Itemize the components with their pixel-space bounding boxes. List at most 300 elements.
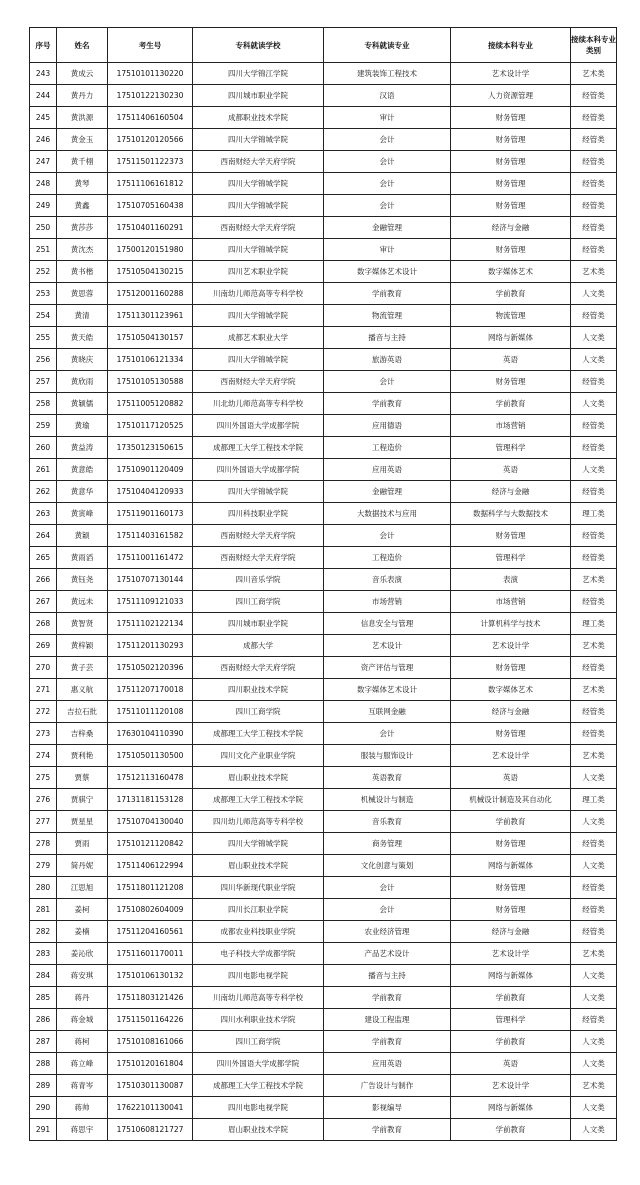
cell-bachelor-major: 英语 [451, 459, 571, 481]
cell-index: 248 [30, 173, 57, 195]
cell-college: 西南财经大学天府学院 [193, 371, 324, 393]
cell-exam-number: 17511801121208 [108, 877, 193, 899]
cell-bachelor-major: 财务管理 [451, 525, 571, 547]
cell-bachelor-major: 人力资源管理 [451, 85, 571, 107]
cell-index: 263 [30, 503, 57, 525]
cell-college-major: 信息安全与管理 [324, 613, 451, 635]
cell-name: 蒋帅 [57, 1097, 108, 1119]
cell-bachelor-major: 表演 [451, 569, 571, 591]
cell-name: 贾雨 [57, 833, 108, 855]
table-row [30, 525, 617, 547]
cell-college: 四川工商学院 [193, 591, 324, 613]
cell-bachelor-category: 经管类 [571, 195, 617, 217]
cell-bachelor-major: 财务管理 [451, 657, 571, 679]
cell-index: 276 [30, 789, 57, 811]
cell-name: 黄子芸 [57, 657, 108, 679]
cell-exam-number: 17511102122134 [108, 613, 193, 635]
cell-bachelor-category: 经管类 [571, 173, 617, 195]
cell-college: 四川大学锦城学院 [193, 173, 324, 195]
cell-exam-number: 17511001161472 [108, 547, 193, 569]
cell-bachelor-major: 学前教育 [451, 393, 571, 415]
cell-bachelor-category: 人文类 [571, 987, 617, 1009]
cell-college-major: 产品艺术设计 [324, 943, 451, 965]
cell-bachelor-category: 艺术类 [571, 635, 617, 657]
table-row [30, 63, 617, 85]
table-row [30, 371, 617, 393]
cell-bachelor-major: 英语 [451, 349, 571, 371]
cell-college: 四川工商学院 [193, 701, 324, 723]
table-row [30, 239, 617, 261]
cell-name: 黄梓颖 [57, 635, 108, 657]
cell-bachelor-major: 财务管理 [451, 877, 571, 899]
cell-index: 261 [30, 459, 57, 481]
table-row [30, 415, 617, 437]
table-row [30, 745, 617, 767]
cell-bachelor-category: 经管类 [571, 525, 617, 547]
cell-college: 四川科技职业学院 [193, 503, 324, 525]
cell-college: 眉山职业技术学院 [193, 855, 324, 877]
cell-college: 电子科技大学成都学院 [193, 943, 324, 965]
cell-bachelor-major: 财务管理 [451, 723, 571, 745]
cell-bachelor-major: 财务管理 [451, 899, 571, 921]
header-bachelor-category: 接续本科专业类别 [571, 28, 617, 63]
cell-exam-number: 17510901120409 [108, 459, 193, 481]
cell-college: 四川音乐学院 [193, 569, 324, 591]
cell-bachelor-major: 艺术设计学 [451, 635, 571, 657]
table-row [30, 173, 617, 195]
cell-college: 西南财经大学天府学院 [193, 151, 324, 173]
cell-bachelor-category: 人文类 [571, 459, 617, 481]
cell-bachelor-category: 经管类 [571, 129, 617, 151]
cell-exam-number: 17511207170018 [108, 679, 193, 701]
cell-index: 271 [30, 679, 57, 701]
cell-college-major: 会计 [324, 173, 451, 195]
cell-exam-number: 17510404120933 [108, 481, 193, 503]
table-row [30, 327, 617, 349]
table-row [30, 811, 617, 833]
table-row [30, 635, 617, 657]
cell-bachelor-major: 英语 [451, 767, 571, 789]
table-row [30, 151, 617, 173]
cell-index: 262 [30, 481, 57, 503]
cell-index: 269 [30, 635, 57, 657]
cell-index: 284 [30, 965, 57, 987]
cell-bachelor-category: 艺术类 [571, 745, 617, 767]
cell-index: 291 [30, 1119, 57, 1141]
cell-exam-number: 17511106161812 [108, 173, 193, 195]
cell-exam-number: 17510502120396 [108, 657, 193, 679]
cell-exam-number: 17511011120108 [108, 701, 193, 723]
table-row [30, 701, 617, 723]
cell-college: 四川电影电视学院 [193, 1097, 324, 1119]
cell-bachelor-major: 网络与新媒体 [451, 965, 571, 987]
cell-bachelor-category: 艺术类 [571, 261, 617, 283]
table-row [30, 1009, 617, 1031]
cell-exam-number: 17510802604009 [108, 899, 193, 921]
cell-index: 251 [30, 239, 57, 261]
cell-bachelor-category: 经管类 [571, 701, 617, 723]
cell-bachelor-major: 数字媒体艺术 [451, 261, 571, 283]
cell-college-major: 机械设计与制造 [324, 789, 451, 811]
cell-bachelor-major: 物流管理 [451, 305, 571, 327]
cell-exam-number: 17630104110390 [108, 723, 193, 745]
cell-name: 姜沁欣 [57, 943, 108, 965]
table-row [30, 459, 617, 481]
cell-college: 四川大学锦城学院 [193, 195, 324, 217]
cell-bachelor-category: 人文类 [571, 1119, 617, 1141]
cell-bachelor-category: 人文类 [571, 855, 617, 877]
cell-college: 川南幼儿师范高等专科学校 [193, 283, 324, 305]
cell-exam-number: 17511803121426 [108, 987, 193, 1009]
table-body [30, 63, 617, 1141]
cell-exam-number: 17511403161582 [108, 525, 193, 547]
cell-name: 黄远未 [57, 591, 108, 613]
table-row [30, 1119, 617, 1141]
cell-college: 四川城市职业学院 [193, 613, 324, 635]
cell-exam-number: 17511201130293 [108, 635, 193, 657]
cell-exam-number: 17510401160291 [108, 217, 193, 239]
cell-college-major: 资产评估与管理 [324, 657, 451, 679]
table-row [30, 965, 617, 987]
cell-college-major: 会计 [324, 877, 451, 899]
cell-name: 蒋思宇 [57, 1119, 108, 1141]
table-row [30, 261, 617, 283]
cell-college-major: 会计 [324, 723, 451, 745]
cell-exam-number: 17510707130144 [108, 569, 193, 591]
cell-bachelor-major: 机械设计制造及其自动化 [451, 789, 571, 811]
cell-college: 成都理工大学工程技术学院 [193, 1075, 324, 1097]
cell-bachelor-category: 艺术类 [571, 1075, 617, 1097]
cell-college: 四川大学锦城学院 [193, 129, 324, 151]
cell-college: 眉山职业技术学院 [193, 767, 324, 789]
cell-exam-number: 17511005120882 [108, 393, 193, 415]
cell-name: 黄钰尧 [57, 569, 108, 591]
cell-college-major: 商务管理 [324, 833, 451, 855]
cell-bachelor-major: 财务管理 [451, 833, 571, 855]
cell-exam-number: 17350123150615 [108, 437, 193, 459]
cell-index: 283 [30, 943, 57, 965]
cell-index: 264 [30, 525, 57, 547]
cell-bachelor-major: 财务管理 [451, 151, 571, 173]
cell-college: 四川华新现代职业学院 [193, 877, 324, 899]
cell-college: 成都理工大学工程技术学院 [193, 437, 324, 459]
cell-bachelor-category: 人文类 [571, 767, 617, 789]
header-college-major: 专科就读专业 [324, 28, 451, 63]
cell-college-major: 审计 [324, 107, 451, 129]
cell-college: 四川大学锦城学院 [193, 833, 324, 855]
cell-bachelor-category: 人文类 [571, 283, 617, 305]
header-exam-number: 考生号 [108, 28, 193, 63]
cell-bachelor-major: 艺术设计学 [451, 1075, 571, 1097]
cell-index: 289 [30, 1075, 57, 1097]
cell-bachelor-major: 学前教育 [451, 811, 571, 833]
cell-name: 黄琴 [57, 173, 108, 195]
cell-name: 黄欣雨 [57, 371, 108, 393]
cell-college-major: 互联网金融 [324, 701, 451, 723]
table-row [30, 349, 617, 371]
cell-name: 黄丹力 [57, 85, 108, 107]
cell-bachelor-category: 人文类 [571, 327, 617, 349]
cell-college: 四川大学锦江学院 [193, 63, 324, 85]
cell-college-major: 音乐教育 [324, 811, 451, 833]
cell-index: 252 [30, 261, 57, 283]
cell-exam-number: 17500120151980 [108, 239, 193, 261]
cell-bachelor-major: 财务管理 [451, 173, 571, 195]
cell-bachelor-major: 市场营销 [451, 415, 571, 437]
cell-name: 吉拉石批 [57, 701, 108, 723]
cell-index: 275 [30, 767, 57, 789]
cell-bachelor-category: 经管类 [571, 437, 617, 459]
cell-name: 黄书楷 [57, 261, 108, 283]
cell-college-major: 会计 [324, 525, 451, 547]
cell-index: 258 [30, 393, 57, 415]
table-row [30, 833, 617, 855]
cell-exam-number: 17510121120842 [108, 833, 193, 855]
cell-name: 黄寅峰 [57, 503, 108, 525]
cell-college: 四川外国语大学成都学院 [193, 415, 324, 437]
admission-list-sheet [29, 27, 616, 1141]
cell-name: 蒋安琪 [57, 965, 108, 987]
cell-exam-number: 17510106130132 [108, 965, 193, 987]
cell-name: 吉梓桑 [57, 723, 108, 745]
cell-college: 成都农业科技职业学院 [193, 921, 324, 943]
table-row [30, 723, 617, 745]
table-header [30, 28, 617, 63]
cell-name: 江思旭 [57, 877, 108, 899]
cell-college: 成都职业技术学院 [193, 107, 324, 129]
cell-college: 四川外国语大学成都学院 [193, 459, 324, 481]
cell-exam-number: 17510120161804 [108, 1053, 193, 1075]
cell-index: 250 [30, 217, 57, 239]
cell-index: 282 [30, 921, 57, 943]
cell-index: 254 [30, 305, 57, 327]
cell-bachelor-category: 经管类 [571, 723, 617, 745]
table-row [30, 437, 617, 459]
cell-name: 黄莎莎 [57, 217, 108, 239]
cell-college-major: 物流管理 [324, 305, 451, 327]
cell-bachelor-category: 经管类 [571, 217, 617, 239]
cell-bachelor-major: 学前教育 [451, 283, 571, 305]
cell-bachelor-category: 经管类 [571, 921, 617, 943]
cell-college-major: 审计 [324, 239, 451, 261]
cell-name: 黄瑜 [57, 415, 108, 437]
cell-name: 蒋丹 [57, 987, 108, 1009]
cell-exam-number: 17510105130588 [108, 371, 193, 393]
cell-bachelor-major: 计算机科学与技术 [451, 613, 571, 635]
cell-college-major: 会计 [324, 195, 451, 217]
cell-bachelor-category: 人文类 [571, 811, 617, 833]
cell-bachelor-category: 人文类 [571, 393, 617, 415]
table-row [30, 503, 617, 525]
cell-name: 黄智贤 [57, 613, 108, 635]
cell-exam-number: 17511406122994 [108, 855, 193, 877]
cell-index: 245 [30, 107, 57, 129]
cell-college-major: 播音与主持 [324, 965, 451, 987]
cell-index: 255 [30, 327, 57, 349]
cell-college-major: 农业经济管理 [324, 921, 451, 943]
cell-bachelor-category: 人文类 [571, 1053, 617, 1075]
cell-bachelor-major: 艺术设计学 [451, 943, 571, 965]
header-bachelor-major: 接续本科专业 [451, 28, 571, 63]
cell-name: 贾利艳 [57, 745, 108, 767]
cell-exam-number: 17511109121033 [108, 591, 193, 613]
cell-college: 四川长江职业学院 [193, 899, 324, 921]
cell-bachelor-category: 人文类 [571, 965, 617, 987]
cell-name: 蒋金城 [57, 1009, 108, 1031]
cell-bachelor-major: 艺术设计学 [451, 745, 571, 767]
cell-college: 四川电影电视学院 [193, 965, 324, 987]
cell-college-major: 英语教育 [324, 767, 451, 789]
cell-bachelor-major: 经济与金融 [451, 217, 571, 239]
cell-name: 姜楠 [57, 921, 108, 943]
cell-college-major: 会计 [324, 151, 451, 173]
cell-college: 川北幼儿师范高等专科学校 [193, 393, 324, 415]
cell-college-major: 学前教育 [324, 1031, 451, 1053]
cell-college-major: 会计 [324, 371, 451, 393]
cell-index: 260 [30, 437, 57, 459]
cell-college: 西南财经大学天府学院 [193, 525, 324, 547]
cell-name: 黄千栩 [57, 151, 108, 173]
cell-exam-number: 17511601170011 [108, 943, 193, 965]
cell-college-major: 汉语 [324, 85, 451, 107]
cell-name: 黄雨滔 [57, 547, 108, 569]
cell-college: 成都大学 [193, 635, 324, 657]
cell-college: 四川幼儿师范高等专科学校 [193, 811, 324, 833]
cell-college-major: 服装与服饰设计 [324, 745, 451, 767]
cell-index: 277 [30, 811, 57, 833]
table-row [30, 679, 617, 701]
cell-bachelor-category: 经管类 [571, 239, 617, 261]
table-row [30, 569, 617, 591]
cell-college: 四川大学锦城学院 [193, 305, 324, 327]
cell-name: 黄成云 [57, 63, 108, 85]
cell-bachelor-major: 财务管理 [451, 129, 571, 151]
cell-name: 黄意华 [57, 481, 108, 503]
cell-college: 成都艺术职业大学 [193, 327, 324, 349]
cell-exam-number: 17510106121334 [108, 349, 193, 371]
cell-college-major: 工程造价 [324, 437, 451, 459]
cell-name: 黄金玉 [57, 129, 108, 151]
table-row [30, 987, 617, 1009]
cell-name: 蒋青岑 [57, 1075, 108, 1097]
cell-exam-number: 17512001160288 [108, 283, 193, 305]
cell-bachelor-category: 艺术类 [571, 569, 617, 591]
cell-college-major: 学前教育 [324, 1119, 451, 1141]
cell-index: 274 [30, 745, 57, 767]
cell-index: 247 [30, 151, 57, 173]
cell-index: 267 [30, 591, 57, 613]
cell-exam-number: 17511501164226 [108, 1009, 193, 1031]
cell-index: 286 [30, 1009, 57, 1031]
cell-college: 四川文化产业职业学院 [193, 745, 324, 767]
cell-exam-number: 17510501130500 [108, 745, 193, 767]
cell-bachelor-major: 管理科学 [451, 437, 571, 459]
cell-index: 253 [30, 283, 57, 305]
cell-index: 273 [30, 723, 57, 745]
cell-exam-number: 17510120120566 [108, 129, 193, 151]
cell-name: 黄晓庆 [57, 349, 108, 371]
cell-bachelor-major: 财务管理 [451, 239, 571, 261]
cell-index: 280 [30, 877, 57, 899]
header-college: 专科就读学校 [193, 28, 324, 63]
cell-college-major: 工程造价 [324, 547, 451, 569]
cell-name: 黄思蓉 [57, 283, 108, 305]
cell-name: 蒋立峰 [57, 1053, 108, 1075]
cell-college: 四川大学锦城学院 [193, 349, 324, 371]
table-row [30, 899, 617, 921]
cell-college: 川南幼儿师范高等专科学校 [193, 987, 324, 1009]
cell-name: 贾星星 [57, 811, 108, 833]
table-row [30, 393, 617, 415]
cell-college: 四川大学锦城学院 [193, 239, 324, 261]
table-row [30, 305, 617, 327]
header-index: 序号 [30, 28, 57, 63]
cell-college: 四川水利职业技术学院 [193, 1009, 324, 1031]
cell-bachelor-major: 网络与新媒体 [451, 1097, 571, 1119]
cell-index: 288 [30, 1053, 57, 1075]
cell-bachelor-category: 人文类 [571, 349, 617, 371]
cell-name: 黄颖 [57, 525, 108, 547]
cell-bachelor-category: 艺术类 [571, 943, 617, 965]
cell-index: 244 [30, 85, 57, 107]
cell-college: 西南财经大学天府学院 [193, 657, 324, 679]
table-row [30, 855, 617, 877]
cell-college-major: 音乐表演 [324, 569, 451, 591]
cell-exam-number: 17510705160438 [108, 195, 193, 217]
cell-bachelor-category: 经管类 [571, 657, 617, 679]
cell-index: 266 [30, 569, 57, 591]
cell-college-major: 播音与主持 [324, 327, 451, 349]
cell-college-major: 文化创意与策划 [324, 855, 451, 877]
cell-college-major: 旅游英语 [324, 349, 451, 371]
cell-college-major: 建筑装饰工程技术 [324, 63, 451, 85]
cell-college-major: 艺术设计 [324, 635, 451, 657]
cell-bachelor-major: 财务管理 [451, 371, 571, 393]
cell-bachelor-major: 数字媒体艺术 [451, 679, 571, 701]
cell-bachelor-major: 学前教育 [451, 1031, 571, 1053]
cell-college: 四川职业技术学院 [193, 679, 324, 701]
cell-bachelor-major: 经济与金融 [451, 481, 571, 503]
cell-index: 279 [30, 855, 57, 877]
cell-exam-number: 17510122130230 [108, 85, 193, 107]
cell-index: 246 [30, 129, 57, 151]
cell-bachelor-category: 经管类 [571, 1009, 617, 1031]
cell-bachelor-major: 财务管理 [451, 107, 571, 129]
cell-college-major: 会计 [324, 899, 451, 921]
table-row [30, 129, 617, 151]
cell-name: 惠义航 [57, 679, 108, 701]
cell-exam-number: 17622101130041 [108, 1097, 193, 1119]
cell-college-major: 会计 [324, 129, 451, 151]
cell-exam-number: 17510504130157 [108, 327, 193, 349]
table-row [30, 591, 617, 613]
cell-college: 眉山职业技术学院 [193, 1119, 324, 1141]
cell-index: 256 [30, 349, 57, 371]
cell-index: 278 [30, 833, 57, 855]
cell-bachelor-category: 经管类 [571, 899, 617, 921]
cell-bachelor-category: 艺术类 [571, 63, 617, 85]
cell-exam-number: 17511204160561 [108, 921, 193, 943]
table-row [30, 547, 617, 569]
cell-college: 四川工商学院 [193, 1031, 324, 1053]
table-row [30, 943, 617, 965]
cell-index: 281 [30, 899, 57, 921]
cell-college-major: 金融管理 [324, 481, 451, 503]
table-row [30, 107, 617, 129]
cell-bachelor-category: 理工类 [571, 789, 617, 811]
cell-exam-number: 17510117120525 [108, 415, 193, 437]
cell-bachelor-category: 人文类 [571, 1097, 617, 1119]
